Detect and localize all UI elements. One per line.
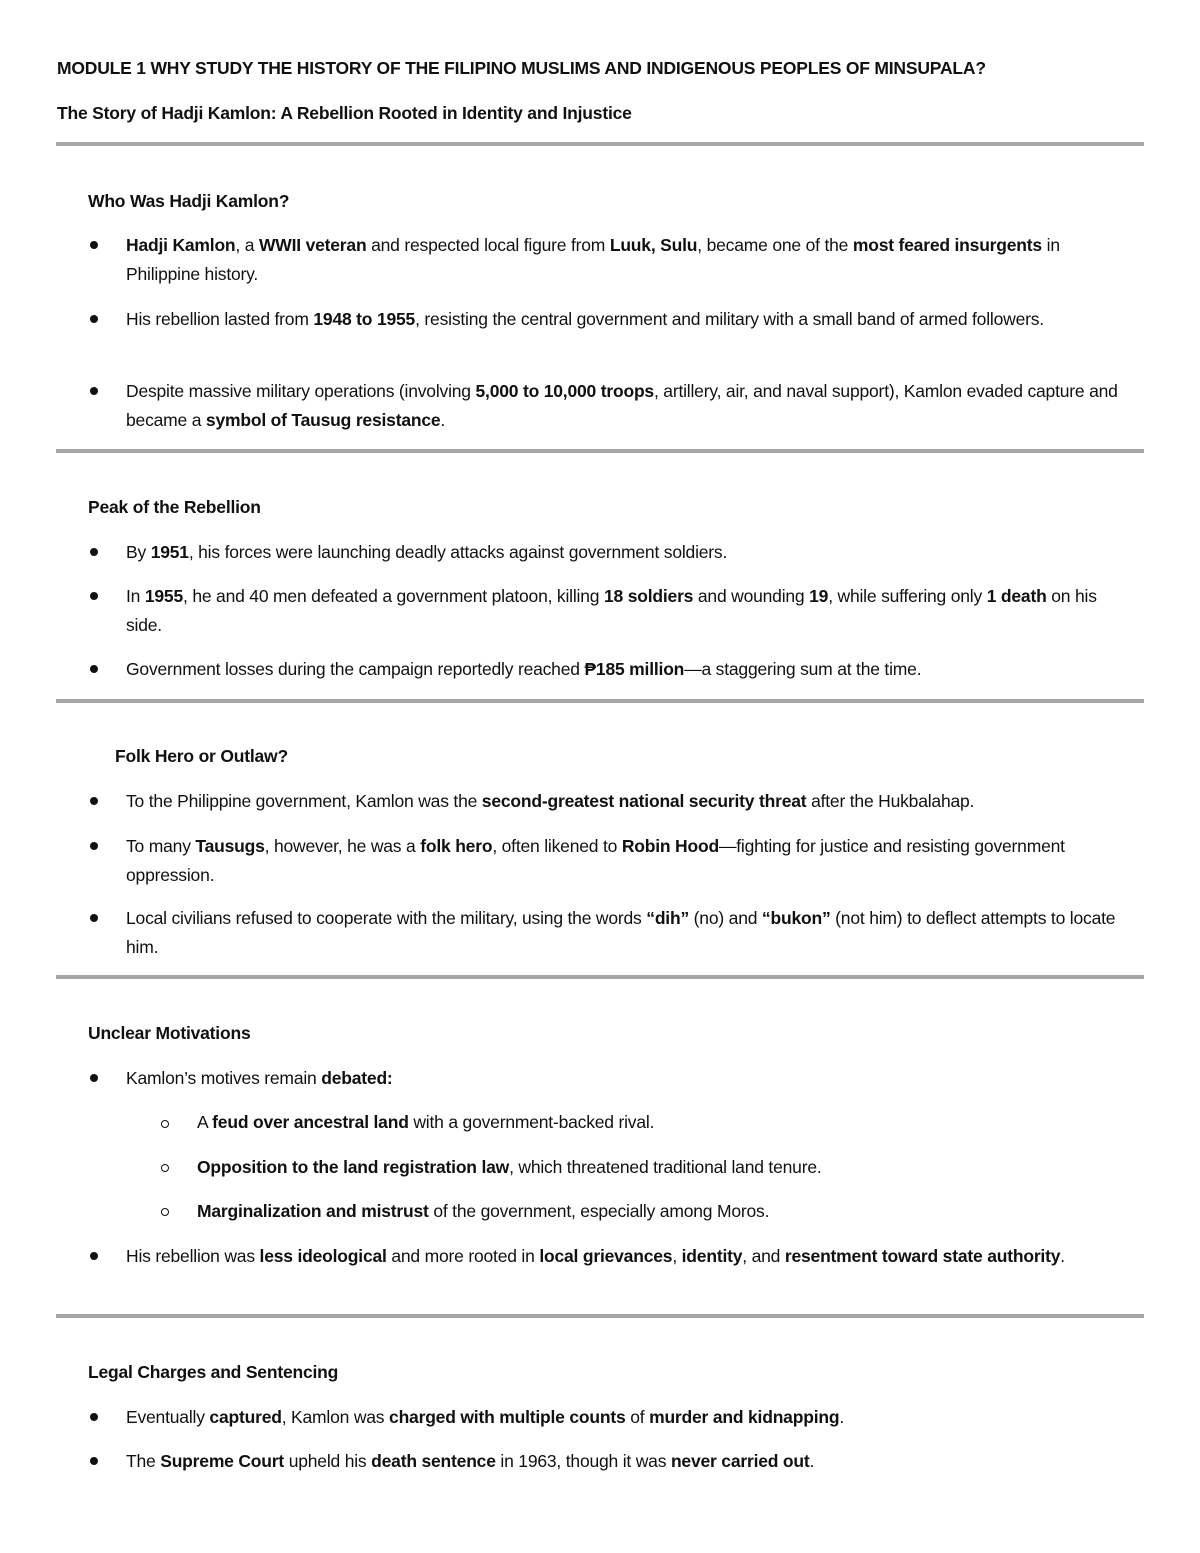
bullet-icon: [90, 797, 98, 805]
bold-text-run: 1948 to 1955: [313, 309, 416, 329]
list-item: [126, 305, 1136, 334]
sub-bullet-icon: [161, 1164, 169, 1172]
bold-text-run: Luuk, Sulu: [609, 235, 698, 255]
bold-text-run: WWII veteran: [258, 235, 367, 255]
section-heading-unclear: Unclear Motivations: [88, 1023, 251, 1043]
bold-text-run: Tausugs: [195, 836, 265, 856]
bullet-icon: [90, 241, 98, 249]
text-run: His rebellion lasted from: [126, 309, 314, 329]
bold-text-run: 19: [809, 586, 829, 606]
bullet-icon: [90, 315, 98, 323]
bullet-icon: [90, 592, 98, 600]
section-divider: [56, 975, 1144, 979]
list-item: [126, 787, 1136, 816]
text-run: ,: [672, 1246, 682, 1266]
text-run: Kamlon’s motives remain: [126, 1068, 322, 1088]
section-divider: [56, 1314, 1144, 1318]
bullet-icon: [90, 665, 98, 673]
bold-text-run: 1 death: [986, 586, 1047, 606]
text-run: on his side.: [126, 586, 1097, 635]
text-run: Eventually: [126, 1407, 210, 1427]
bold-text-run: 1951: [150, 542, 189, 562]
text-run: .: [809, 1451, 815, 1471]
document-subtitle: The Story of Hadji Kamlon: A Rebellion Rooted in Identity and Injustice: [57, 103, 632, 123]
text-run: The: [126, 1451, 161, 1471]
bold-text-run: second-greatest national security threat: [481, 791, 807, 811]
bold-text-run: 1955: [144, 586, 183, 606]
bold-text-run: Robin Hood: [621, 836, 719, 856]
text-run: and respected local figure from: [366, 235, 610, 255]
text-run: .: [440, 410, 446, 430]
list-item: [126, 1242, 1136, 1271]
list-item: [126, 582, 1136, 640]
text-run: —a staggering sum at the time.: [684, 659, 922, 679]
text-run: .: [1060, 1246, 1065, 1266]
text-run: with a government-backed rival.: [408, 1112, 655, 1132]
text-run: in Philippine history.: [126, 235, 1060, 284]
module-title: MODULE 1 WHY STUDY THE HISTORY OF THE FILIPINO MUSLIMS AND INDIGENOUS PEOPLES OF MINSUPALA?: [57, 58, 986, 78]
bold-text-run: charged with multiple counts: [389, 1407, 626, 1427]
bold-text-run: feud over ancestral land: [212, 1112, 409, 1132]
text-run: and more rooted in: [386, 1246, 540, 1266]
list-item: [126, 832, 1136, 890]
text-run: of: [625, 1407, 650, 1427]
text-run: and wounding: [693, 586, 810, 606]
bullet-icon: [90, 387, 98, 395]
bold-text-run: Marginalization and mistrust: [197, 1201, 429, 1221]
section-heading-peak: Peak of the Rebellion: [88, 497, 261, 517]
list-item: [126, 1403, 1136, 1432]
sub-bullet-icon: [161, 1208, 169, 1216]
text-run: (no) and: [689, 908, 762, 928]
text-run: , artillery, air, and naval support), Kamlon evaded capture and became a: [126, 381, 1118, 430]
bullet-icon: [90, 1074, 98, 1082]
bullet-icon: [90, 548, 98, 556]
text-run: , however, he was a: [264, 836, 421, 856]
text-run: , and: [742, 1246, 785, 1266]
bold-text-run: Supreme Court: [160, 1451, 285, 1471]
text-run: , often likened to: [492, 836, 622, 856]
section-divider: [56, 142, 1144, 146]
bold-text-run: resentment toward state authority: [784, 1246, 1061, 1266]
bold-text-run: 18 soldiers: [603, 586, 694, 606]
section-heading-legal: Legal Charges and Sentencing: [88, 1362, 339, 1382]
text-run: A: [197, 1112, 213, 1132]
bold-text-run: local grievances: [539, 1246, 673, 1266]
text-run: , a: [235, 235, 259, 255]
bold-text-run: “bukon”: [761, 908, 831, 928]
bold-text-run: murder and kidnapping: [649, 1407, 840, 1427]
text-run: , his forces were launching deadly attacks against government soldiers.: [188, 542, 728, 562]
list-item: [126, 231, 1136, 289]
bold-text-run: never carried out: [670, 1451, 810, 1471]
bold-text-run: captured: [209, 1407, 282, 1427]
list-item: [126, 655, 1136, 684]
list-item: [126, 1447, 1136, 1476]
bold-text-run: Opposition to the land registration law: [197, 1157, 510, 1177]
bold-text-run: identity: [681, 1246, 743, 1266]
section-divider: [56, 699, 1144, 703]
section-divider: [56, 449, 1144, 453]
text-run: upheld his: [284, 1451, 372, 1471]
text-run: , while suffering only: [828, 586, 987, 606]
bullet-icon: [90, 1457, 98, 1465]
bold-text-run: most feared insurgents: [852, 235, 1042, 255]
bold-text-run: less ideological: [259, 1246, 387, 1266]
bullet-icon: [90, 1413, 98, 1421]
text-run: in 1963, though it was: [495, 1451, 671, 1471]
list-item: [126, 538, 1136, 567]
text-run: To many: [126, 836, 196, 856]
section-heading-folk: Folk Hero or Outlaw?: [115, 746, 288, 766]
bold-text-run: Hadji Kamlon: [126, 235, 236, 255]
bold-text-run: ₱185 million: [584, 659, 685, 679]
sub-list-item: [197, 1153, 1137, 1182]
sub-list-item: [197, 1197, 1137, 1226]
bullet-icon: [90, 842, 98, 850]
text-run: after the Hukbalahap.: [806, 791, 975, 811]
sub-list-item: [197, 1108, 1137, 1137]
bold-text-run: “dih”: [646, 908, 690, 928]
text-run: Government losses during the campaign reportedly reached: [126, 659, 585, 679]
text-run: —fighting for justice and resisting government oppression.: [126, 836, 1065, 885]
text-run: , which threatened traditional land tenure.: [509, 1157, 822, 1177]
text-run: His rebellion was: [126, 1246, 260, 1266]
text-run: Despite massive military operations (involving: [126, 381, 476, 401]
text-run: Local civilians refused to cooperate with the military, using the words: [126, 908, 647, 928]
bold-text-run: symbol of Tausug resistance: [205, 410, 441, 430]
bold-text-run: 5,000 to 10,000 troops: [475, 381, 654, 401]
text-run: To the Philippine government, Kamlon was the: [126, 791, 482, 811]
text-run: By: [126, 542, 151, 562]
bullet-icon: [90, 914, 98, 922]
bold-text-run: folk hero: [420, 836, 493, 856]
text-run: , became one of the: [697, 235, 853, 255]
text-run: , resisting the central government and military with a small band of armed followers.: [415, 309, 1044, 329]
text-run: (not him) to deflect attempts to locate him.: [126, 908, 1116, 957]
section-heading-who: Who Was Hadji Kamlon?: [88, 191, 290, 211]
text-run: .: [839, 1407, 845, 1427]
text-run: , Kamlon was: [281, 1407, 390, 1427]
text-run: , he and 40 men defeated a government platoon, killing: [183, 586, 604, 606]
bold-text-run: debated:: [321, 1068, 393, 1088]
list-item: [126, 1064, 1136, 1093]
list-item: [126, 904, 1136, 962]
text-run: of the government, especially among Moros.: [428, 1201, 770, 1221]
text-run: In: [126, 586, 145, 606]
sub-bullet-icon: [161, 1120, 169, 1128]
bullet-icon: [90, 1252, 98, 1260]
bold-text-run: death sentence: [371, 1451, 496, 1471]
list-item: [126, 377, 1136, 435]
